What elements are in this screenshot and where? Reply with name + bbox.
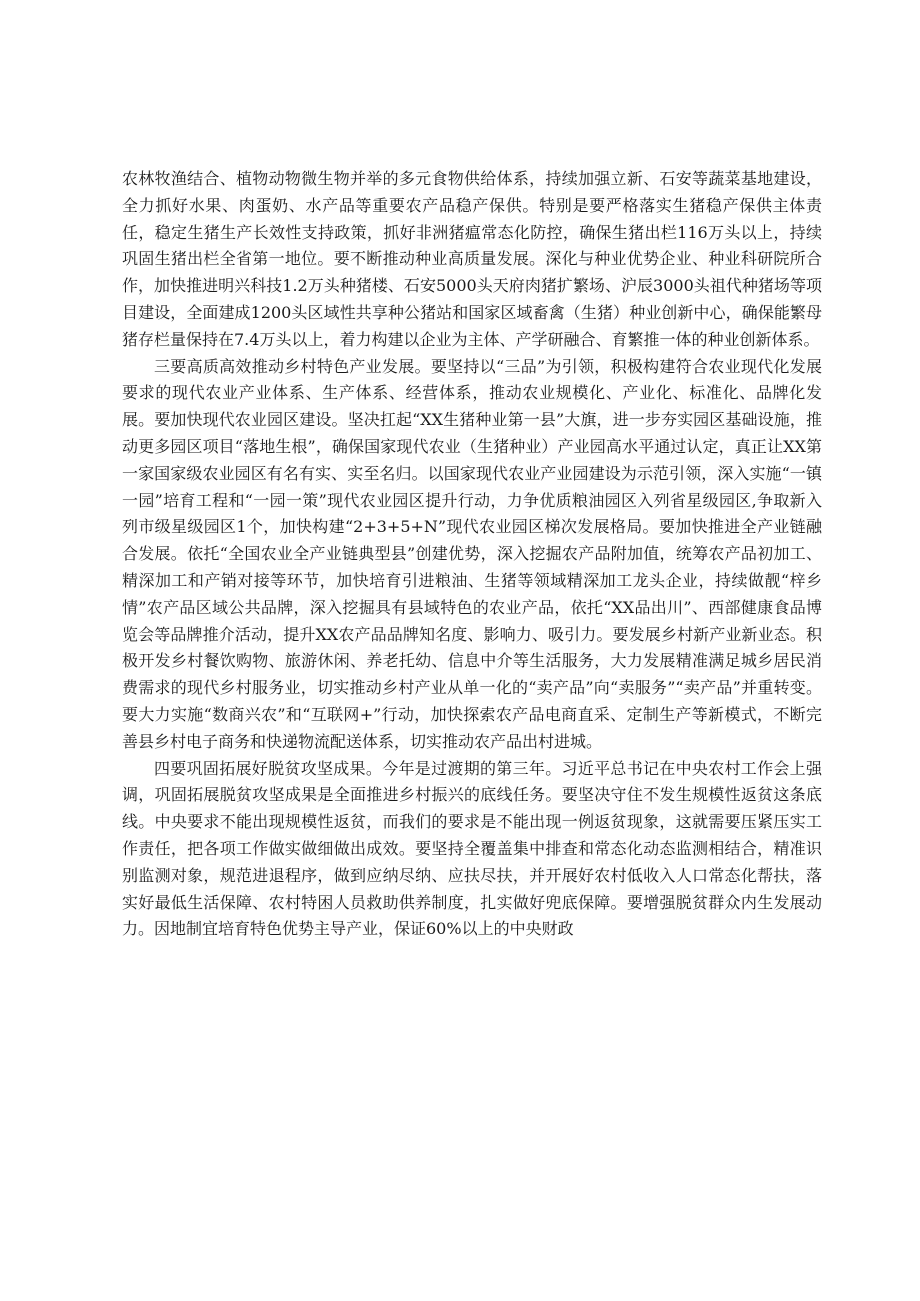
paragraph-food-supply-continued: 农林牧渔结合、植物动物微生物并举的多元食物供给体系，持续加强立新、石安等蔬菜基地建设，全力抓好水果、肉蛋奶、水产品等重要农产品稳产保供。特别是要严格落实生猪稳产保供主体责任，稳定生猪生产长效性支持政策，抓好非洲猪瘟常态化防控，确保生猪出栏116万头以上，持续巩固生猪出栏全省第一地位。要不断推动种业高质量发展。深化与种业优势企业、种业科研院所合作，加快推进明兴科技1.2万头种猪楼、石安5000头天府肉猪扩繁场、沪辰3000头祖代种猪场等项目建设，全面建成1200头区域性共享种公猪站和国家区域畜禽（生猪）种业创新中心，确保能繁母猪存栏量保持在7.4万头以上，着力构建以企业为主体、产学研融合、育繁推一体的种业创新体系。 xyxy=(122,169,822,349)
paragraph-four-poverty-alleviation: 四要巩固拓展好脱贫攻坚成果。今年是过渡期的第三年。习近平总书记在中央农村工作会上强调，巩固拓展脱贫攻坚成果是全面推进乡村振兴的底线任务。要坚决守住不发生规模性返贫这条底线。中央要求不能出现规模性返贫，而我们的要求是不能出现一例返贫现象，这就需要压紧压实工作责任，把各项工作做实做细做出成效。要坚持全覆盖集中排查和常态化动态监测相结合，精准识别监测对象，规范进退程序，做到应纳尽纳、应扶尽扶，并开展好农村低收入人口常态化帮扶，落实好最低生活保障、农村特困人员救助供养制度，扎实做好兜底保障。要增强脱贫群众内生发展动力。因地制宜培育特色优势主导产业，保证60%以上的中央财政 xyxy=(122,758,822,939)
document-body xyxy=(122,166,822,943)
paragraph-three-rural-industry: 三要高质高效推动乡村特色产业发展。要坚持以“三品”为引领，积极构建符合农业现代化发展要求的现代农业产业体系、生产体系、经营体系，推动农业规模化、产业化、标准化、品牌化发展。要加快现代农业园区建设。坚决扛起“XX生猪种业第一县”大旗，进一步夯实园区基础设施，推动更多园区项目“落地生根”，确保国家现代农业（生猪种业）产业园高水平通过认定，真正让XX第一家国家级农业园区有名有实、实至名归。以国家现代农业产业园建设为示范引领，深入实施“一镇一园”培育工程和“一园一策”现代农业园区提升行动，力争优质粮油园区入列省星级园区,争取新入列市级星级园区1个，加快构建“2+3+5+N”现代农业园区梯次发展格局。要加快推进全产业链融合发展。依托“全国农业全产业链典型县”创建优势，深入挖掘农产品附加值，统筹农产品初加工、精深加工和产销对接等环节，加快培育引进粮油、生猪等领域精深加工龙头企业，持续做靓“梓乡情”农产品区域公共品牌，深入挖掘具有县域特色的农业产品，依托“XX品出川”、西部健康食品博览会等品牌推介活动，提升XX农产品品牌知名度、影响力、吸引力。要发展乡村新产业新业态。积极开发乡村餐饮购物、旅游休闲、养老托幼、信息中介等生活服务，大力发展精准满足城乡居民消费需求的现代乡村服务业，切实推动乡村产业从单一化的“卖产品”向“卖服务”“卖产品”并重转变。要大力实施“数商兴农”和“互联网+”行动，加快探索农产品电商直采、定制生产等新模式，不断完善县乡村电子商务和快递物流配送体系，切实推动农产品出村进城。 xyxy=(122,356,822,751)
